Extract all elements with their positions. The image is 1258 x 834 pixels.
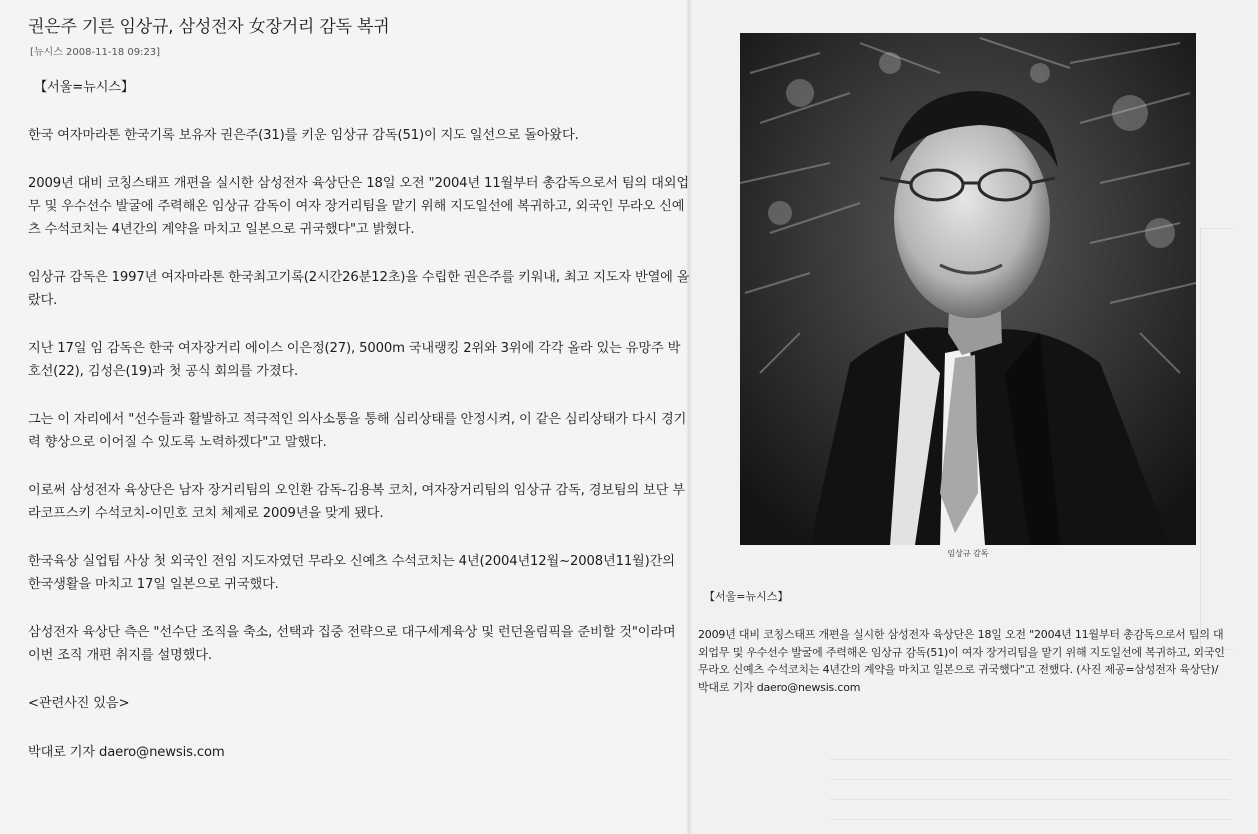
bleed-through-table: [1200, 228, 1233, 650]
article-paragraph: 이로써 삼성전자 육상단은 남자 장거리팀의 오인환 감독-김용복 코치, 여자장거리팀의 임상규 감독, 경보팀의 보단 부라코프스키 수석코치-이민호 코치 체제로 2009년을 맞게 됐다.: [28, 483, 685, 521]
photo-article-body: 2009년 대비 코칭스태프 개편을 실시한 삼성전자 육상단은 18일 오전 "2004년 11월부터 총감독으로서 팀의 대외업무 및 우수선수 발굴에 주력해온 임상규 감독(51)이 여자 장거리팀을 맡기 위해 지도일선에 복귀하고, 외국인 무라오 신예츠 수석코치는 4년간의 계약을 마치고 일본으로 귀국했다"고 전했다. (사진 제공=삼성전자 육상단)/박대로 기자 daero@newsis.com: [698, 628, 1225, 694]
portrait-photo: [740, 33, 1196, 545]
article-paragraph: 지난 17일 임 감독은 한국 여자장거리 에이스 이은정(27), 5000m 국내랭킹 2위와 3위에 각각 올라 있는 유망주 박호선(22), 김성은(19)과 첫 공식 회의를 가졌다.: [28, 341, 681, 379]
bleed-through-lines: [830, 740, 1230, 820]
photo-caption: 임상규 감독: [947, 549, 989, 558]
related-photo-note: <관련사진 있음>: [28, 696, 130, 711]
article-paragraph: 그는 이 자리에서 "선수들과 활발하고 적극적인 의사소통을 통해 심리상태를 안정시켜, 이 같은 심리상태가 다시 경기력 향상으로 이어질 수 있도록 노력하겠다"고 말했다.: [28, 412, 687, 450]
article-paragraph: 2009년 대비 코칭스태프 개편을 실시한 삼성전자 육상단은 18일 오전 "2004년 11월부터 총감독으로서 팀의 대외업무 및 우수선수 발굴에 주력해온 임상규 감독이 여자 장거리팀을 맡기 위해 지도일선에 복귀하고, 외국인 무라오 신예츠 수석코치는 4년간의 계약을 마치고 일본으로 귀국했다"고 밝혔다.: [28, 176, 689, 237]
article-title: 권은주 기른 임상규, 삼성전자 女장거리 감독 복귀: [28, 17, 390, 37]
photo-article-source: 【서울=뉴시스】: [704, 590, 789, 603]
article-dateline: [뉴시스 2008-11-18 09:23]: [30, 47, 161, 58]
article-paragraph: 삼성전자 육상단 측은 "선수단 조직을 축소, 선택과 집중 전략으로 대구세계육상 및 런던올림픽을 준비할 것"이라며 이번 조직 개편 취지를 설명했다.: [28, 625, 676, 663]
article-paragraph: 임상규 감독은 1997년 여자마라톤 한국최고기록(2시간26분12초)을 수립한 권은주를 키워내, 최고 지도자 반열에 올랐다.: [28, 270, 690, 308]
article-paragraph: 한국 여자마라톤 한국기록 보유자 권은주(31)를 키운 임상규 감독(51)이 지도 일선으로 돌아왔다.: [28, 128, 579, 143]
article-body: [28, 76, 690, 789]
article-source: 【서울=뉴시스】: [34, 80, 134, 95]
article-paragraph: 한국육상 실업팀 사상 첫 외국인 전임 지도자였던 무라오 신예츠 수석코치는 4년(2004년12월~2008년11월)간의 한국생활을 마치고 17일 일본으로 귀국했다.: [28, 554, 675, 592]
portrait-illustration: [740, 33, 1196, 545]
article-byline: 박대로 기자 daero@newsis.com: [28, 745, 225, 760]
